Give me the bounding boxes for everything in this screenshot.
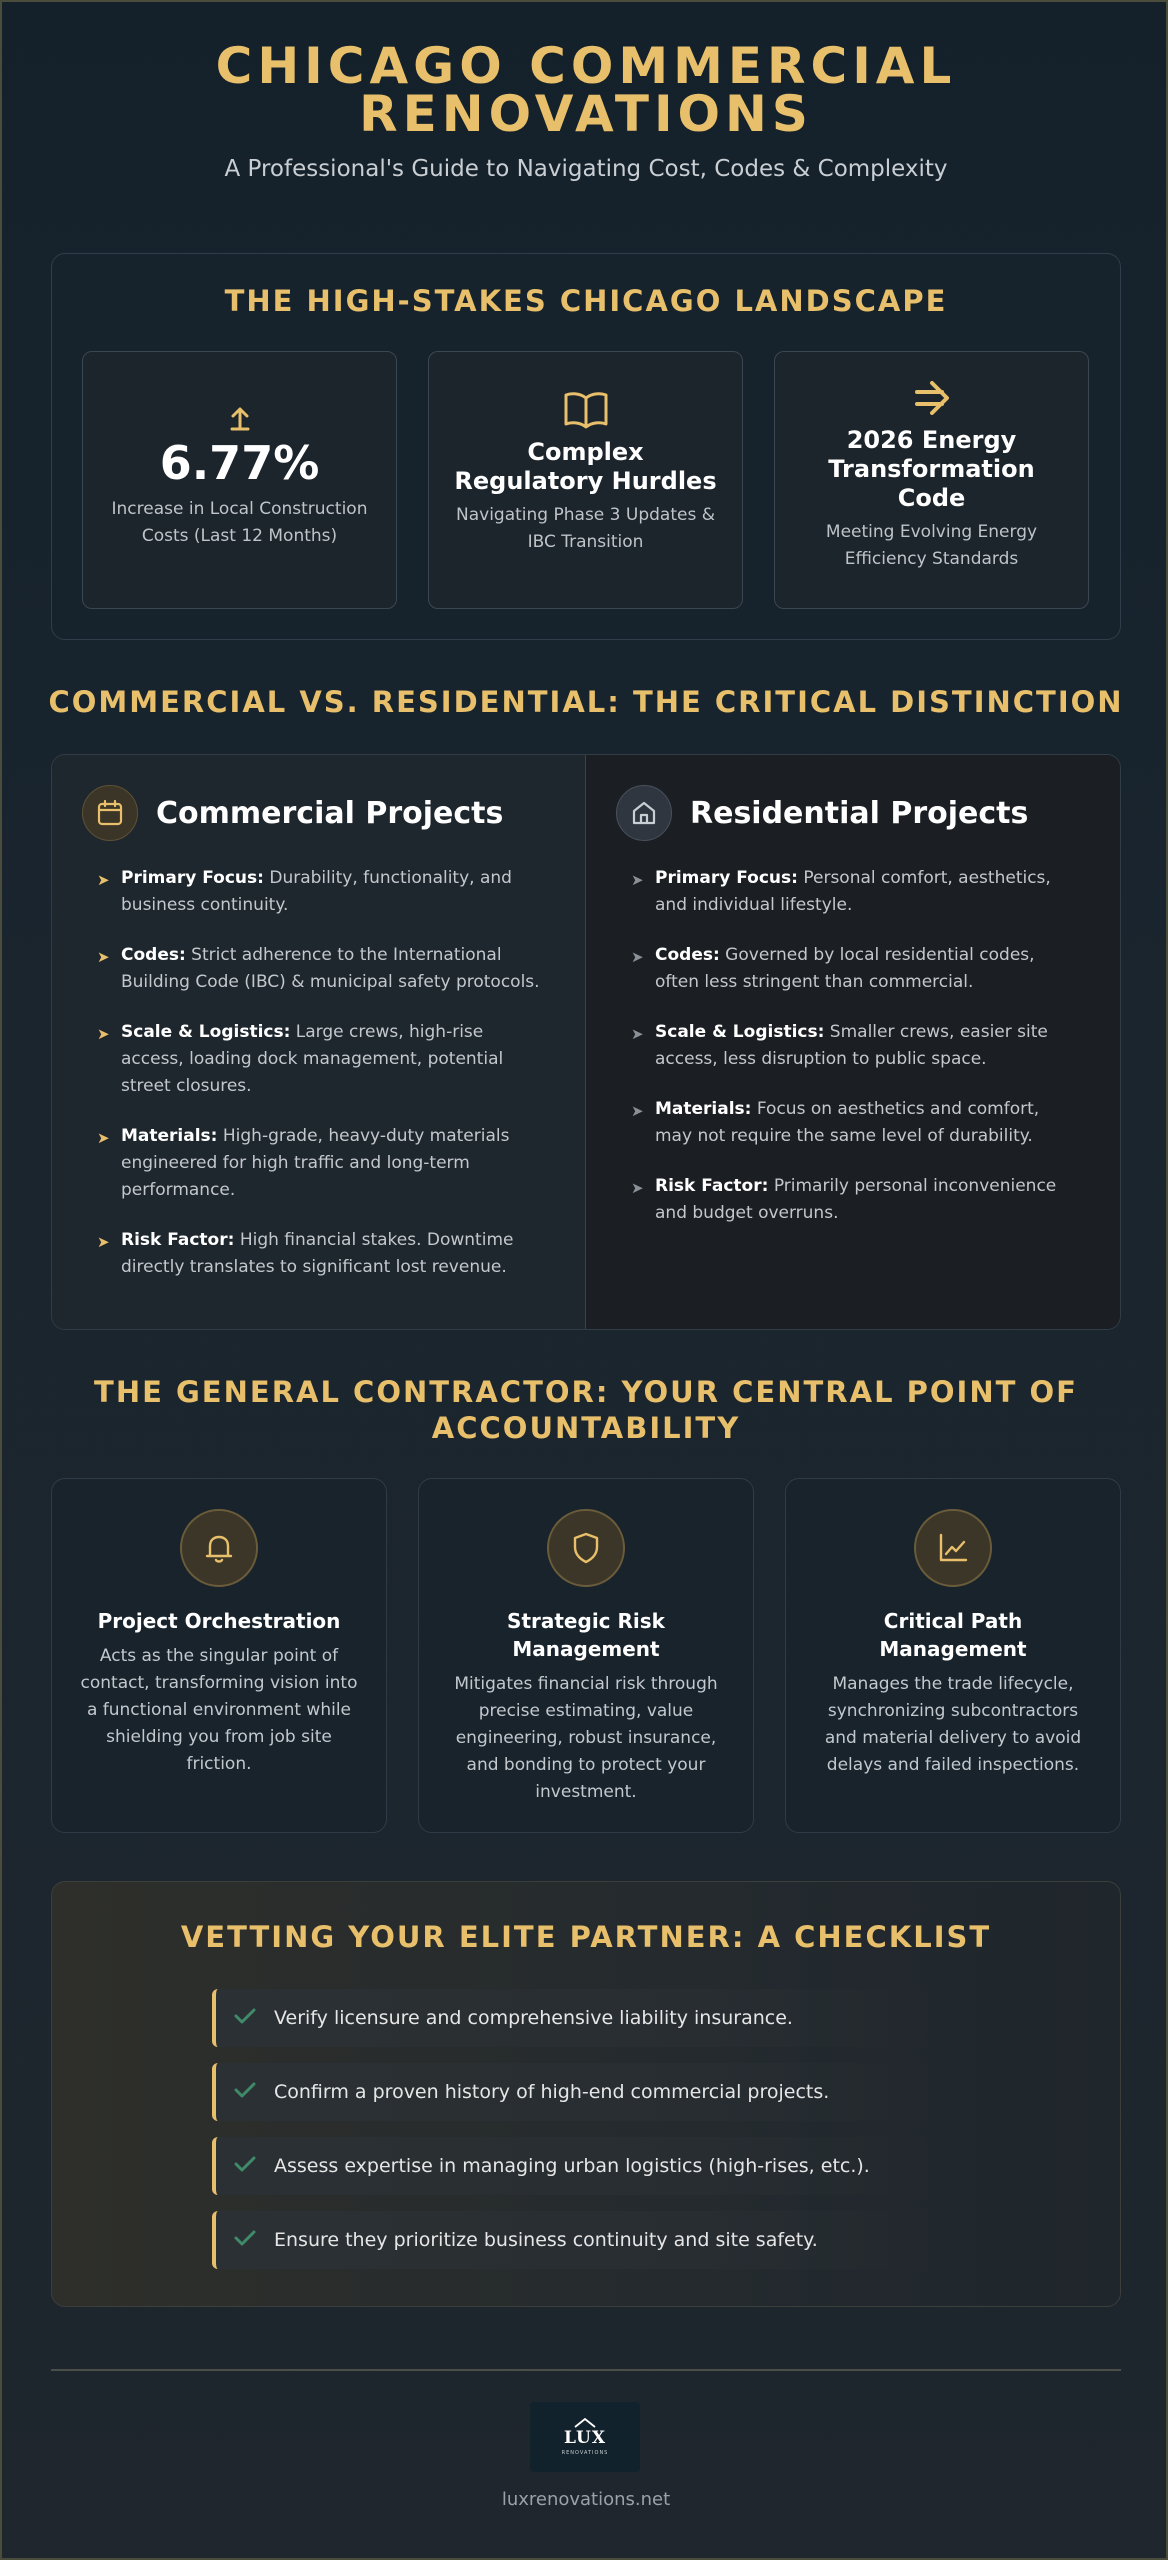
comparison-title: COMMERCIAL VS. RESIDENTIAL: THE CRITICAL DISTINCTION bbox=[48, 685, 1124, 719]
commercial-column bbox=[52, 755, 586, 1330]
landscape-title: THE HIGH-STAKES CHICAGO LANDSCAPE bbox=[224, 284, 948, 318]
list-item: ➤ Materials: Focus on aesthetics and comfort, may not require the same level of durability. bbox=[631, 1096, 1076, 1150]
check-icon bbox=[234, 2229, 274, 2252]
list-item: ➤ Primary Focus: Durability, functionality, and business continuity. bbox=[97, 865, 542, 919]
line-chart-icon bbox=[914, 1509, 992, 1587]
residential-list bbox=[631, 865, 1076, 1250]
shield-icon bbox=[547, 1509, 625, 1587]
stat-description: Meeting Evolving Energy Efficiency Standards bbox=[825, 522, 1038, 569]
roof-icon bbox=[574, 2418, 596, 2428]
vetting-title: VETTING YOUR ELITE PARTNER: A CHECKLIST bbox=[180, 1920, 992, 1954]
check-icon bbox=[234, 2081, 274, 2104]
house-icon bbox=[616, 785, 672, 841]
checklist-text: Ensure they prioritize business continuity and site safety. bbox=[274, 2229, 818, 2251]
card-risk-management bbox=[418, 1478, 754, 1833]
card-description: Acts as the singular point of contact, transforming vision into a functional environment while shielding you from job site friction. bbox=[80, 1646, 358, 1774]
card-description: Manages the trade lifecycle, synchronizing subcontractors and material delivery to avoid delays and failed inspections. bbox=[824, 1674, 1082, 1775]
chevron-right-icon: ➤ bbox=[97, 1233, 110, 1251]
footer-divider bbox=[51, 2369, 1121, 2371]
residential-column bbox=[586, 755, 1121, 1330]
page-subtitle: A Professional's Guide to Navigating Cost, Codes & Complexity bbox=[224, 156, 948, 182]
landscape-section bbox=[51, 253, 1121, 640]
stat-description: Increase in Local Construction Costs (Last 12 Months) bbox=[111, 499, 368, 546]
vetting-checklist bbox=[212, 1989, 932, 2285]
stat-value: 6.77% bbox=[159, 436, 320, 490]
check-icon bbox=[234, 2007, 274, 2030]
vetting-section bbox=[51, 1881, 1121, 2307]
logo-tagline: RENOVATIONS bbox=[561, 2450, 609, 2456]
logo-wordmark: LUX bbox=[563, 2428, 607, 2448]
commercial-title: Commercial Projects bbox=[156, 795, 504, 831]
arrow-up-icon bbox=[83, 402, 396, 432]
list-item: ➤ Scale & Logistics: Large crews, high-rise access, loading dock management, potential street closures. bbox=[97, 1019, 542, 1100]
lux-logo[interactable] bbox=[530, 2402, 640, 2472]
forward-arrow-icon bbox=[775, 378, 1088, 418]
chevron-right-icon: ➤ bbox=[631, 871, 644, 889]
residential-header bbox=[616, 785, 1028, 841]
chevron-right-icon: ➤ bbox=[97, 1025, 110, 1043]
check-icon bbox=[234, 2155, 274, 2178]
open-book-icon bbox=[429, 390, 742, 430]
commercial-list bbox=[97, 865, 542, 1304]
comparison-section bbox=[51, 754, 1121, 1330]
card-heading: Critical Path Management bbox=[879, 1609, 1027, 1661]
list-item: ➤ Primary Focus: Personal comfort, aesthetics, and individual lifestyle. bbox=[631, 865, 1076, 919]
stat-card-construction-costs bbox=[82, 351, 397, 609]
stat-heading: 2026 Energy Transformation Code bbox=[828, 426, 1035, 512]
chevron-right-icon: ➤ bbox=[97, 948, 110, 966]
contractor-title: THE GENERAL CONTRACTOR: YOUR CENTRAL POINT OF ACCOUNTABILITY bbox=[94, 1375, 1078, 1445]
list-item: ➤ Materials: High-grade, heavy-duty materials engineered for high traffic and long-term performance. bbox=[97, 1123, 542, 1204]
list-item: ➤ Codes: Governed by local residential codes, often less stringent than commercial. bbox=[631, 942, 1076, 996]
list-item: ➤ Risk Factor: Primarily personal inconvenience and budget overruns. bbox=[631, 1173, 1076, 1227]
page-title: CHICAGO COMMERCIAL RENOVATIONS bbox=[215, 37, 957, 143]
stat-card-energy-code bbox=[774, 351, 1089, 609]
list-item: ➤ Codes: Strict adherence to the International Building Code (IBC) & municipal safety protocols. bbox=[97, 942, 542, 996]
chevron-right-icon: ➤ bbox=[631, 1179, 644, 1197]
list-item: ➤ Scale & Logistics: Smaller crews, easier site access, less disruption to public space. bbox=[631, 1019, 1076, 1073]
card-description: Mitigates financial risk through precise estimating, value engineering, robust insurance, and bonding to protect your investment. bbox=[454, 1674, 718, 1802]
list-item: ➤ Risk Factor: High financial stakes. Downtime directly translates to significant lost revenue. bbox=[97, 1227, 542, 1281]
stat-card-regulatory bbox=[428, 351, 743, 609]
chevron-right-icon: ➤ bbox=[631, 1025, 644, 1043]
stat-heading: Complex Regulatory Hurdles bbox=[454, 438, 717, 495]
card-heading: Strategic Risk Management bbox=[507, 1609, 665, 1661]
chevron-right-icon: ➤ bbox=[631, 1102, 644, 1120]
checklist-item bbox=[212, 2137, 932, 2195]
chevron-right-icon: ➤ bbox=[631, 948, 644, 966]
footer-link[interactable]: luxrenovations.net bbox=[501, 2489, 671, 2510]
checklist-item bbox=[212, 2063, 932, 2121]
commercial-header bbox=[82, 785, 503, 841]
chevron-right-icon: ➤ bbox=[97, 1129, 110, 1147]
card-heading: Project Orchestration bbox=[97, 1609, 341, 1633]
stat-description: Navigating Phase 3 Updates & IBC Transition bbox=[456, 505, 715, 552]
page-header bbox=[2, 37, 1168, 182]
card-critical-path bbox=[785, 1478, 1121, 1833]
card-project-orchestration bbox=[51, 1478, 387, 1833]
checklist-item bbox=[212, 2211, 932, 2269]
bell-icon bbox=[180, 1509, 258, 1587]
checklist-text: Confirm a proven history of high-end commercial projects. bbox=[274, 2081, 830, 2103]
checklist-item bbox=[212, 1989, 932, 2047]
residential-title: Residential Projects bbox=[690, 795, 1029, 831]
checklist-text: Verify licensure and comprehensive liability insurance. bbox=[274, 2007, 793, 2029]
calendar-icon bbox=[82, 785, 138, 841]
chevron-right-icon: ➤ bbox=[97, 871, 110, 889]
checklist-text: Assess expertise in managing urban logistics (high-rises, etc.). bbox=[274, 2155, 870, 2177]
